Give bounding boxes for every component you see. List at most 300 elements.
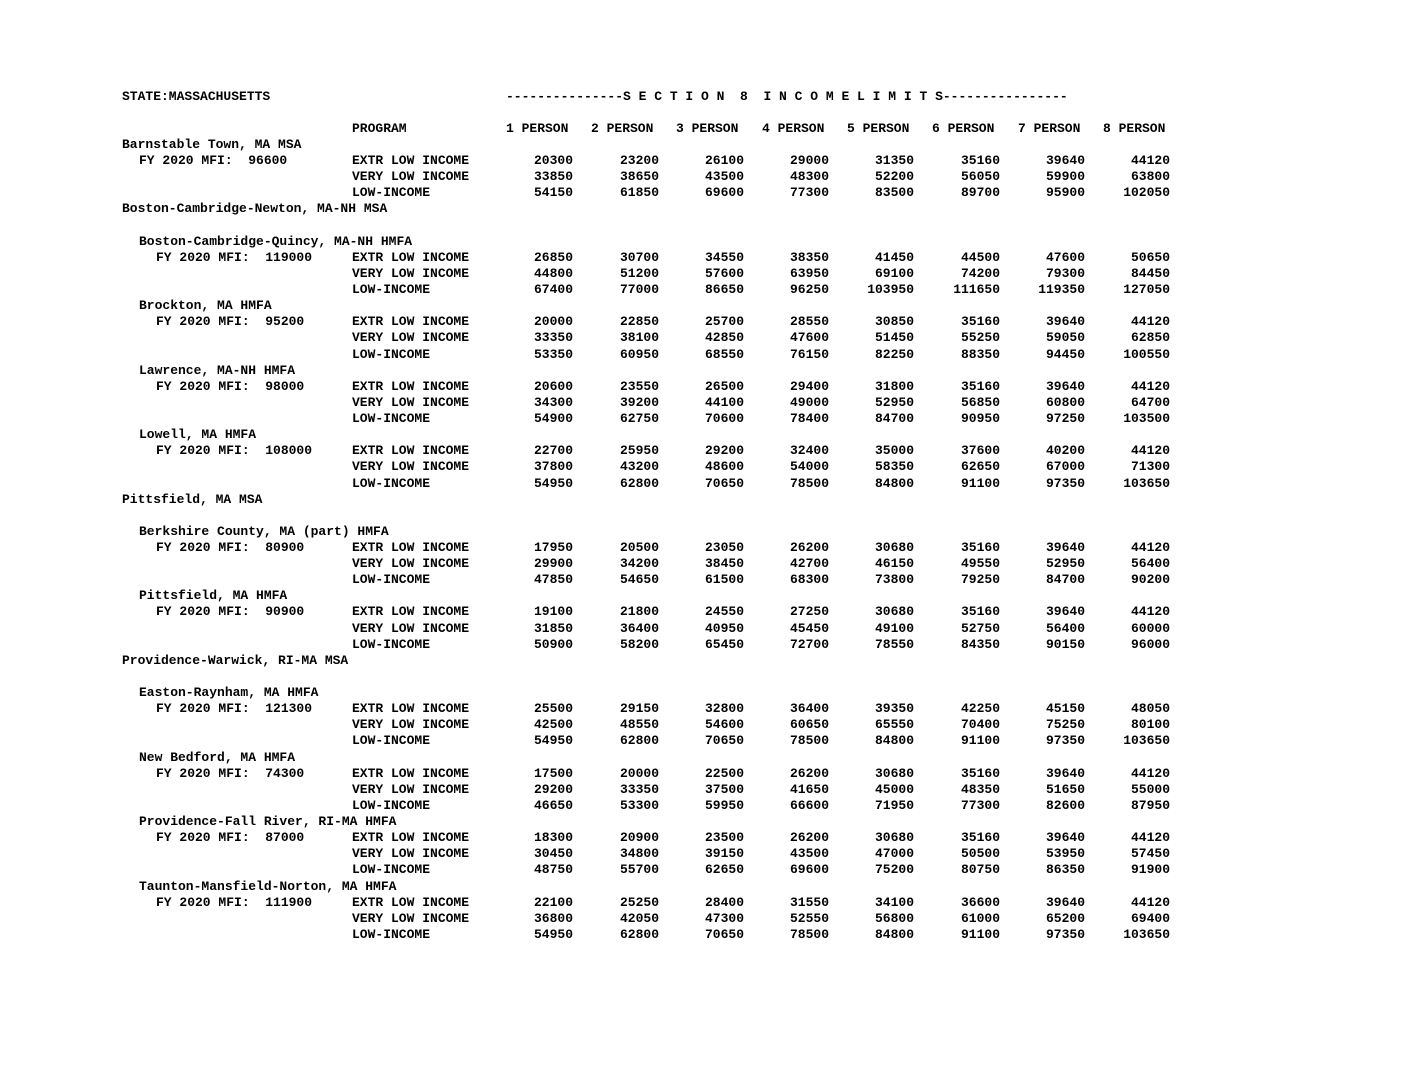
column-header-person-3: 3 PERSON (676, 121, 739, 136)
program-label: EXTR LOW INCOME (352, 701, 470, 716)
cell-8-person: 44120 (1130, 443, 1170, 458)
table-row (0, 556, 1408, 572)
cell-4-person: 29400 (789, 379, 829, 394)
cell-6-person: 77300 (960, 798, 1000, 813)
program-label: EXTR LOW INCOME (352, 830, 470, 845)
cell-5-person: 52200 (874, 169, 914, 184)
cell-6-person: 84350 (960, 637, 1000, 652)
cell-7-person: 119350 (1038, 282, 1085, 297)
cell-7-person: 39640 (1045, 153, 1085, 168)
cell-5-person: 84800 (874, 927, 914, 942)
cell-1-person: 20600 (533, 379, 573, 394)
cell-3-person: 44100 (704, 395, 744, 410)
cell-2-person: 23200 (619, 153, 659, 168)
cell-5-person: 45000 (874, 782, 914, 797)
cell-5-person: 73800 (874, 572, 914, 587)
cell-8-person: 62850 (1130, 330, 1170, 345)
column-header-person-8: 8 PERSON (1103, 121, 1166, 136)
cell-3-person: 43500 (704, 169, 744, 184)
cell-2-person: 55700 (619, 862, 659, 877)
program-label: VERY LOW INCOME (352, 621, 470, 636)
mfi-label: FY 2020 MFI: 121300 (156, 701, 313, 716)
cell-2-person: 22850 (619, 314, 659, 329)
cell-5-person: 31800 (874, 379, 914, 394)
column-header-person-7: 7 PERSON (1018, 121, 1081, 136)
mfi-label: FY 2020 MFI: 98000 (156, 379, 305, 394)
cell-8-person: 80100 (1130, 717, 1170, 732)
program-label: LOW-INCOME (352, 411, 431, 426)
cell-7-person: 39640 (1045, 379, 1085, 394)
cell-7-person: 97350 (1045, 733, 1085, 748)
mfi-label: FY 2020 MFI: 74300 (156, 766, 305, 781)
cell-1-person: 26850 (533, 250, 573, 265)
cell-4-person: 38350 (789, 250, 829, 265)
program-label: LOW-INCOME (352, 798, 431, 813)
cell-6-person: 42250 (960, 701, 1000, 716)
mfi-label: FY 2020 MFI: 90900 (156, 604, 305, 619)
cell-6-person: 35160 (960, 153, 1000, 168)
cell-5-person: 31350 (874, 153, 914, 168)
cell-1-person: 33850 (533, 169, 573, 184)
cell-6-person: 35160 (960, 314, 1000, 329)
cell-4-person: 72700 (789, 637, 829, 652)
column-header-person-2: 2 PERSON (591, 121, 654, 136)
cell-8-person: 44120 (1130, 314, 1170, 329)
cell-4-person: 43500 (789, 846, 829, 861)
cell-3-person: 22500 (704, 766, 744, 781)
cell-7-person: 94450 (1045, 347, 1085, 362)
cell-8-person: 103650 (1123, 927, 1170, 942)
hmfa-heading: Pittsfield, MA HMFA (139, 588, 288, 603)
cell-8-person: 44120 (1130, 153, 1170, 168)
table-row (0, 846, 1408, 862)
table-row (0, 701, 1408, 717)
cell-1-person: 54900 (533, 411, 573, 426)
cell-7-person: 39640 (1045, 830, 1085, 845)
cell-1-person: 20300 (533, 153, 573, 168)
program-label: VERY LOW INCOME (352, 846, 470, 861)
cell-5-person: 30680 (874, 540, 914, 555)
cell-7-person: 82600 (1045, 798, 1085, 813)
program-label: EXTR LOW INCOME (352, 314, 470, 329)
cell-2-person: 34800 (619, 846, 659, 861)
program-label: EXTR LOW INCOME (352, 250, 470, 265)
table-row (0, 476, 1408, 492)
cell-8-person: 102050 (1123, 185, 1170, 200)
cell-4-person: 26200 (789, 766, 829, 781)
cell-6-person: 52750 (960, 621, 1000, 636)
cell-6-person: 91100 (960, 733, 1000, 748)
cell-7-person: 97350 (1045, 476, 1085, 491)
mfi-label: FY 2020 MFI: 111900 (156, 895, 313, 910)
cell-5-person: 56800 (874, 911, 914, 926)
table-row (0, 862, 1408, 878)
cell-2-person: 42050 (619, 911, 659, 926)
cell-3-person: 57600 (704, 266, 744, 281)
cell-6-person: 50500 (960, 846, 1000, 861)
cell-5-person: 30680 (874, 604, 914, 619)
cell-6-person: 91100 (960, 476, 1000, 491)
hmfa-heading: Berkshire County, MA (part) HMFA (139, 524, 389, 539)
hmfa-heading: Brockton, MA HMFA (139, 298, 272, 313)
cell-5-person: 35000 (874, 443, 914, 458)
cell-6-person: 35160 (960, 604, 1000, 619)
table-row (0, 798, 1408, 814)
cell-1-person: 50900 (533, 637, 573, 652)
cell-7-person: 65200 (1045, 911, 1085, 926)
cell-1-person: 22700 (533, 443, 573, 458)
cell-4-person: 48300 (789, 169, 829, 184)
cell-7-person: 59900 (1045, 169, 1085, 184)
cell-6-person: 44500 (960, 250, 1000, 265)
cell-8-person: 71300 (1130, 459, 1170, 474)
cell-7-person: 75250 (1045, 717, 1085, 732)
cell-1-person: 30450 (533, 846, 573, 861)
cell-5-person: 58350 (874, 459, 914, 474)
cell-8-person: 103650 (1123, 733, 1170, 748)
cell-3-person: 26100 (704, 153, 744, 168)
table-row (0, 782, 1408, 798)
cell-1-person: 19100 (533, 604, 573, 619)
table-row (0, 443, 1408, 459)
cell-2-person: 43200 (619, 459, 659, 474)
cell-2-person: 25950 (619, 443, 659, 458)
cell-1-person: 29200 (533, 782, 573, 797)
cell-1-person: 20000 (533, 314, 573, 329)
cell-8-person: 127050 (1123, 282, 1170, 297)
table-row (0, 459, 1408, 475)
cell-8-person: 60000 (1130, 621, 1170, 636)
table-row (0, 717, 1408, 733)
table-row (0, 169, 1408, 185)
cell-6-person: 79250 (960, 572, 1000, 587)
cell-2-person: 29150 (619, 701, 659, 716)
cell-2-person: 38100 (619, 330, 659, 345)
cell-5-person: 103950 (867, 282, 914, 297)
cell-5-person: 84700 (874, 411, 914, 426)
cell-4-person: 96250 (789, 282, 829, 297)
cell-4-person: 78500 (789, 927, 829, 942)
cell-3-person: 32800 (704, 701, 744, 716)
cell-7-person: 53950 (1045, 846, 1085, 861)
cell-5-person: 41450 (874, 250, 914, 265)
cell-5-person: 84800 (874, 476, 914, 491)
cell-7-person: 67000 (1045, 459, 1085, 474)
cell-3-person: 37500 (704, 782, 744, 797)
cell-8-person: 44120 (1130, 895, 1170, 910)
cell-3-person: 86650 (704, 282, 744, 297)
cell-6-person: 91100 (960, 927, 1000, 942)
cell-5-person: 65550 (874, 717, 914, 732)
cell-5-person: 75200 (874, 862, 914, 877)
cell-6-person: 80750 (960, 862, 1000, 877)
program-label: VERY LOW INCOME (352, 556, 470, 571)
table-row (0, 540, 1408, 556)
cell-7-person: 39640 (1045, 895, 1085, 910)
cell-1-person: 67400 (533, 282, 573, 297)
cell-5-person: 52950 (874, 395, 914, 410)
cell-5-person: 30680 (874, 766, 914, 781)
cell-2-person: 61850 (619, 185, 659, 200)
cell-6-person: 48350 (960, 782, 1000, 797)
cell-3-person: 48600 (704, 459, 744, 474)
table-row (0, 572, 1408, 588)
table-row (0, 379, 1408, 395)
cell-2-person: 53300 (619, 798, 659, 813)
cell-4-person: 69600 (789, 862, 829, 877)
table-row (0, 153, 1408, 169)
cell-1-person: 47850 (533, 572, 573, 587)
cell-2-person: 62800 (619, 927, 659, 942)
cell-6-person: 90950 (960, 411, 1000, 426)
cell-6-person: 37600 (960, 443, 1000, 458)
mfi-label: FY 2020 MFI: 96600 (139, 153, 288, 168)
cell-7-person: 39640 (1045, 604, 1085, 619)
cell-1-person: 54950 (533, 733, 573, 748)
mfi-label: FY 2020 MFI: 119000 (156, 250, 313, 265)
cell-1-person: 36800 (533, 911, 573, 926)
mfi-label: FY 2020 MFI: 80900 (156, 540, 305, 555)
cell-5-person: 30680 (874, 830, 914, 845)
column-header-person-5: 5 PERSON (847, 121, 910, 136)
cell-5-person: 82250 (874, 347, 914, 362)
cell-4-person: 66600 (789, 798, 829, 813)
cell-2-person: 33350 (619, 782, 659, 797)
table-row (0, 347, 1408, 363)
program-label: EXTR LOW INCOME (352, 540, 470, 555)
cell-4-person: 27250 (789, 604, 829, 619)
cell-6-person: 61000 (960, 911, 1000, 926)
cell-8-person: 55000 (1130, 782, 1170, 797)
cell-3-person: 42850 (704, 330, 744, 345)
cell-5-person: 51450 (874, 330, 914, 345)
program-label: EXTR LOW INCOME (352, 766, 470, 781)
cell-8-person: 90200 (1130, 572, 1170, 587)
hmfa-heading: Easton-Raynham, MA HMFA (139, 685, 319, 700)
cell-2-person: 23550 (619, 379, 659, 394)
cell-3-person: 23050 (704, 540, 744, 555)
cell-1-person: 18300 (533, 830, 573, 845)
table-row (0, 266, 1408, 282)
cell-5-person: 49100 (874, 621, 914, 636)
program-label: LOW-INCOME (352, 572, 431, 587)
table-row (0, 733, 1408, 749)
cell-3-person: 70600 (704, 411, 744, 426)
program-label: LOW-INCOME (352, 733, 431, 748)
cell-3-person: 34550 (704, 250, 744, 265)
cell-7-person: 59050 (1045, 330, 1085, 345)
cell-2-person: 20000 (619, 766, 659, 781)
cell-3-person: 62650 (704, 862, 744, 877)
cell-4-person: 60650 (789, 717, 829, 732)
cell-5-person: 84800 (874, 733, 914, 748)
cell-1-person: 31850 (533, 621, 573, 636)
cell-2-person: 62800 (619, 733, 659, 748)
cell-4-person: 42700 (789, 556, 829, 571)
cell-6-person: 35160 (960, 766, 1000, 781)
mfi-label: FY 2020 MFI: 108000 (156, 443, 313, 458)
cell-7-person: 84700 (1045, 572, 1085, 587)
cell-3-person: 65450 (704, 637, 744, 652)
cell-8-person: 69400 (1130, 911, 1170, 926)
column-header-person-4: 4 PERSON (762, 121, 825, 136)
cell-5-person: 71950 (874, 798, 914, 813)
cell-5-person: 30850 (874, 314, 914, 329)
table-row (0, 282, 1408, 298)
cell-3-person: 70650 (704, 733, 744, 748)
msa-heading: Boston-Cambridge-Newton, MA-NH MSA (122, 201, 388, 216)
cell-8-person: 44120 (1130, 766, 1170, 781)
cell-5-person: 78550 (874, 637, 914, 652)
cell-5-person: 46150 (874, 556, 914, 571)
cell-7-person: 45150 (1045, 701, 1085, 716)
table-row (0, 185, 1408, 201)
cell-1-person: 33350 (533, 330, 573, 345)
cell-1-person: 37800 (533, 459, 573, 474)
cell-1-person: 53350 (533, 347, 573, 362)
table-row (0, 766, 1408, 782)
column-header-person-1: 1 PERSON (506, 121, 569, 136)
program-label: EXTR LOW INCOME (352, 895, 470, 910)
cell-6-person: 111650 (953, 282, 1000, 297)
program-label: VERY LOW INCOME (352, 911, 470, 926)
cell-4-person: 77300 (789, 185, 829, 200)
cell-3-person: 61500 (704, 572, 744, 587)
cell-7-person: 47600 (1045, 250, 1085, 265)
cell-7-person: 51650 (1045, 782, 1085, 797)
cell-6-person: 74200 (960, 266, 1000, 281)
cell-7-person: 56400 (1045, 621, 1085, 636)
table-row (0, 927, 1408, 943)
cell-5-person: 34100 (874, 895, 914, 910)
cell-4-person: 49000 (789, 395, 829, 410)
msa-heading: Pittsfield, MA MSA (122, 492, 263, 507)
cell-7-person: 90150 (1045, 637, 1085, 652)
cell-6-person: 89700 (960, 185, 1000, 200)
cell-2-person: 62800 (619, 476, 659, 491)
table-row (0, 830, 1408, 846)
table-row (0, 330, 1408, 346)
cell-3-person: 25700 (704, 314, 744, 329)
cell-7-person: 86350 (1045, 862, 1085, 877)
cell-8-person: 57450 (1130, 846, 1170, 861)
cell-4-person: 31550 (789, 895, 829, 910)
cell-8-person: 103500 (1123, 411, 1170, 426)
cell-6-person: 56850 (960, 395, 1000, 410)
cell-4-person: 78400 (789, 411, 829, 426)
cell-8-person: 87950 (1130, 798, 1170, 813)
hmfa-heading: Boston-Cambridge-Quincy, MA-NH HMFA (139, 234, 413, 249)
cell-4-person: 36400 (789, 701, 829, 716)
cell-4-person: 54000 (789, 459, 829, 474)
cell-8-person: 56400 (1130, 556, 1170, 571)
cell-3-person: 69600 (704, 185, 744, 200)
program-label: LOW-INCOME (352, 927, 431, 942)
cell-2-person: 58200 (619, 637, 659, 652)
program-label: VERY LOW INCOME (352, 169, 470, 184)
cell-3-person: 70650 (704, 927, 744, 942)
cell-2-person: 20500 (619, 540, 659, 555)
cell-6-person: 35160 (960, 830, 1000, 845)
cell-6-person: 88350 (960, 347, 1000, 362)
cell-3-person: 29200 (704, 443, 744, 458)
cell-1-person: 34300 (533, 395, 573, 410)
program-label: EXTR LOW INCOME (352, 379, 470, 394)
cell-2-person: 51200 (619, 266, 659, 281)
program-label: LOW-INCOME (352, 862, 431, 877)
state-label: STATE:MASSACHUSETTS (122, 89, 271, 104)
cell-4-person: 41650 (789, 782, 829, 797)
cell-2-person: 25250 (619, 895, 659, 910)
program-label: EXTR LOW INCOME (352, 153, 470, 168)
cell-8-person: 84450 (1130, 266, 1170, 281)
table-row (0, 895, 1408, 911)
cell-1-person: 25500 (533, 701, 573, 716)
cell-1-person: 54950 (533, 927, 573, 942)
cell-7-person: 39640 (1045, 540, 1085, 555)
cell-7-person: 97350 (1045, 927, 1085, 942)
cell-8-person: 91900 (1130, 862, 1170, 877)
table-row (0, 911, 1408, 927)
cell-7-person: 79300 (1045, 266, 1085, 281)
cell-3-person: 23500 (704, 830, 744, 845)
cell-4-person: 78500 (789, 733, 829, 748)
mfi-label: FY 2020 MFI: 87000 (156, 830, 305, 845)
program-label: LOW-INCOME (352, 476, 431, 491)
msa-heading: Providence-Warwick, RI-MA MSA (122, 653, 349, 668)
cell-2-person: 38650 (619, 169, 659, 184)
table-row (0, 604, 1408, 620)
cell-1-person: 54950 (533, 476, 573, 491)
cell-1-person: 46650 (533, 798, 573, 813)
cell-4-person: 32400 (789, 443, 829, 458)
cell-4-person: 47600 (789, 330, 829, 345)
cell-3-person: 28400 (704, 895, 744, 910)
cell-8-person: 103650 (1123, 476, 1170, 491)
cell-8-person: 48050 (1130, 701, 1170, 716)
cell-8-person: 44120 (1130, 379, 1170, 394)
program-label: VERY LOW INCOME (352, 782, 470, 797)
cell-3-person: 24550 (704, 604, 744, 619)
cell-5-person: 47000 (874, 846, 914, 861)
cell-2-person: 30700 (619, 250, 659, 265)
cell-4-person: 26200 (789, 540, 829, 555)
hmfa-heading: Lawrence, MA-NH HMFA (139, 363, 296, 378)
cell-8-person: 44120 (1130, 830, 1170, 845)
cell-1-person: 17500 (533, 766, 573, 781)
cell-1-person: 22100 (533, 895, 573, 910)
cell-1-person: 29900 (533, 556, 573, 571)
cell-6-person: 49550 (960, 556, 1000, 571)
cell-4-person: 28550 (789, 314, 829, 329)
cell-2-person: 62750 (619, 411, 659, 426)
cell-4-person: 26200 (789, 830, 829, 845)
program-label: VERY LOW INCOME (352, 459, 470, 474)
cell-6-person: 35160 (960, 540, 1000, 555)
cell-3-person: 40950 (704, 621, 744, 636)
table-row (0, 250, 1408, 266)
hmfa-heading: New Bedford, MA HMFA (139, 750, 296, 765)
program-label: LOW-INCOME (352, 347, 431, 362)
column-header-person-6: 6 PERSON (932, 121, 995, 136)
cell-8-person: 63800 (1130, 169, 1170, 184)
table-row (0, 621, 1408, 637)
cell-1-person: 17950 (533, 540, 573, 555)
program-label: EXTR LOW INCOME (352, 604, 470, 619)
cell-8-person: 50650 (1130, 250, 1170, 265)
cell-3-person: 26500 (704, 379, 744, 394)
cell-2-person: 48550 (619, 717, 659, 732)
